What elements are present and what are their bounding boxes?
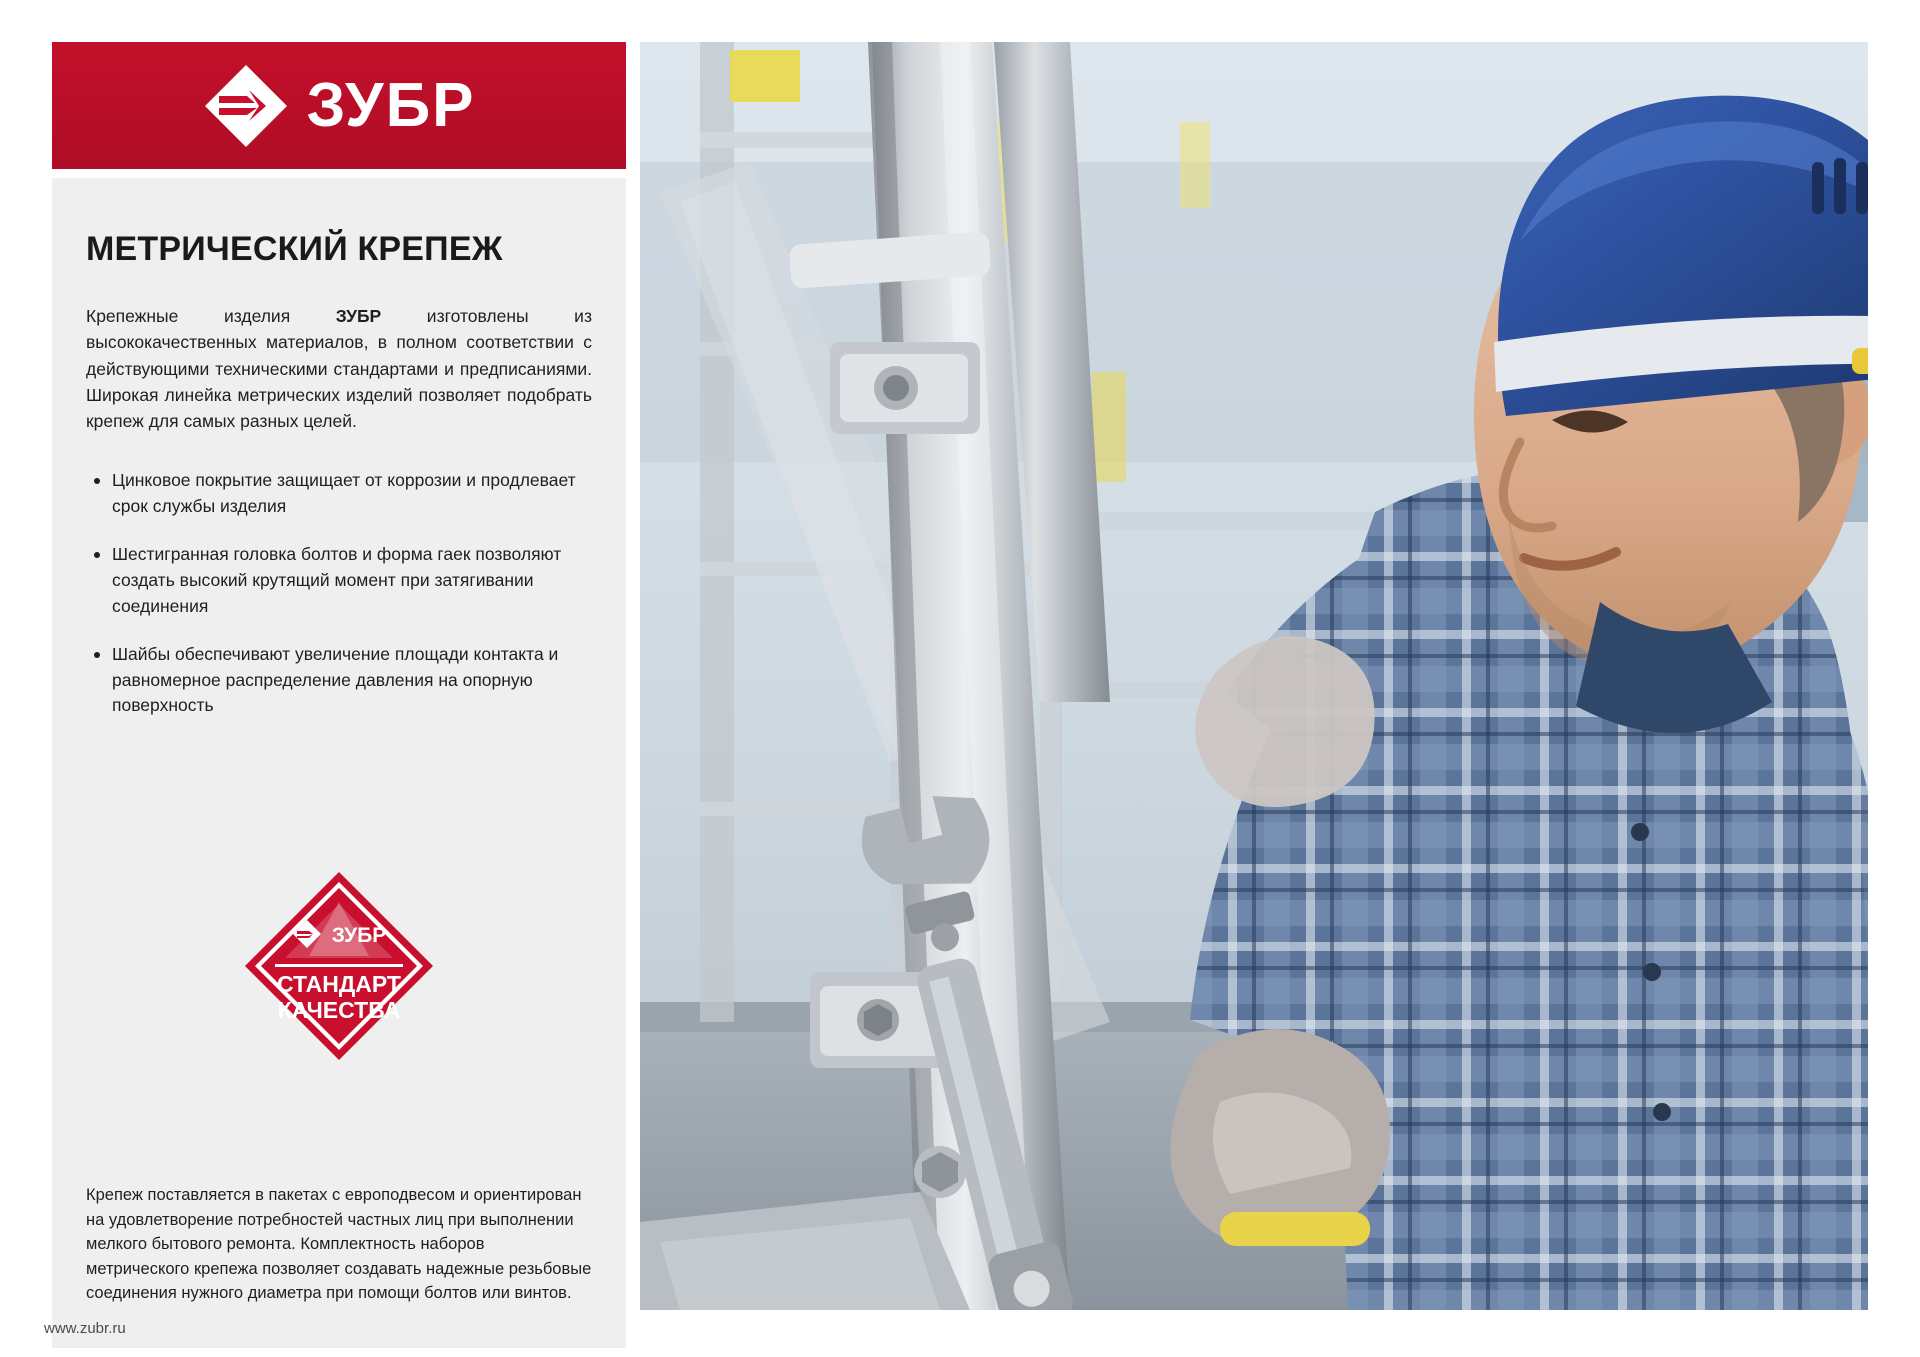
intro-text-before: Крепежные изделия [86, 306, 336, 326]
brand-header-bar [52, 42, 626, 169]
quality-standard-seal-icon [241, 868, 437, 1064]
svg-text:КАЧЕСТВА: КАЧЕСТВА [277, 997, 401, 1023]
list-item: Цинковое покрытие защищает от коррозии и продлевает срок службы изделия [90, 468, 592, 520]
footer-note: Крепеж поставляется в пакетах с европодвесом и ориентирован на удовлетворение потребностей частных лиц при выполнении мелкого бытового ремонта. Комплектность наборов метрического крепежа позволяет создавать надежные резьбовые соединения нужного диаметра при помощи болтов или винтов. [86, 1186, 592, 1303]
svg-text:ЗУБР: ЗУБР [331, 924, 387, 947]
info-panel [52, 178, 626, 1348]
list-item: Шестигранная головка болтов и форма гаек позволяют создать высокий крутящий момент при затягивании соединения [90, 542, 592, 620]
intro-paragraph [86, 303, 592, 434]
brand-lockup [203, 63, 476, 149]
intro-brand-name: ЗУБР [335, 306, 382, 326]
brand-wordmark: ЗУБР [306, 70, 476, 140]
svg-text:СТАНДАРТ: СТАНДАРТ [277, 971, 401, 997]
quality-seal-container [52, 868, 626, 1064]
worker-photo [640, 42, 1868, 1310]
page-title: МЕТРИЧЕСКИЙ КРЕПЕЖ [86, 230, 503, 268]
list-item: Шайбы обеспечивают увеличение площади контакта и равномерное распределение давления на опорную поверхность [90, 642, 592, 720]
website-url[interactable]: www.zubr.ru [44, 1320, 126, 1337]
feature-list [90, 468, 592, 719]
intro-text-after: изготовлены из высококачественных материалов, в полном соответствии с действующими техническими стандартами и предписаниями. Широкая линейка метрических изделий позволяет подобрать крепеж для самых разных целей. [86, 306, 592, 431]
left-column [52, 42, 626, 1303]
zubr-bison-mark-icon [203, 63, 289, 149]
